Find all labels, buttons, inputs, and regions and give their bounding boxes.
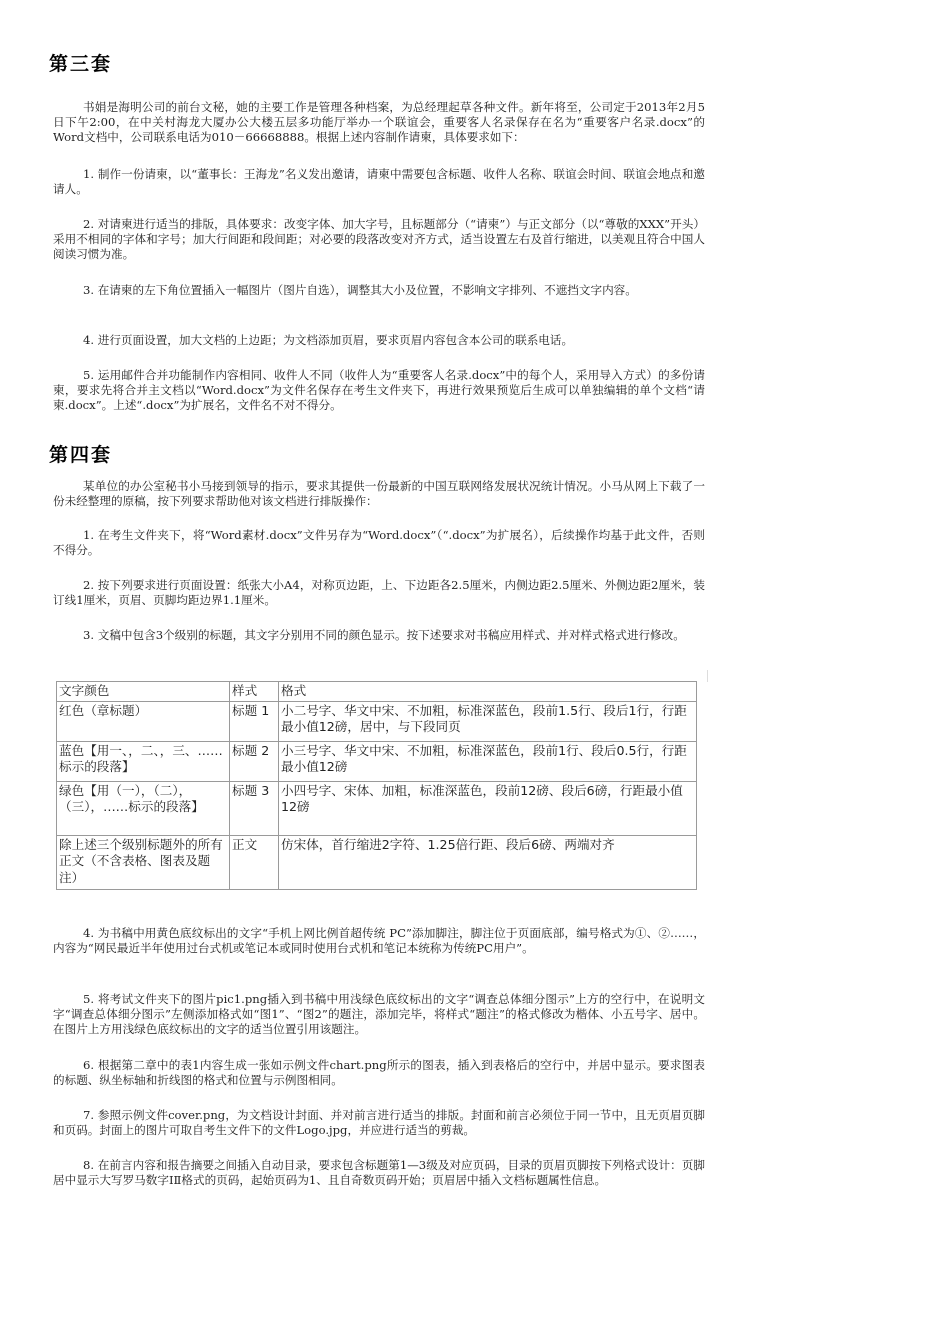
style-format-table xyxy=(56,681,697,890)
set3-item-4: 4. 进行页面设置，加大文档的上边距；为文档添加页眉，要求页眉内容包含本公司的联系电话。 xyxy=(83,333,574,347)
table-cell: 标题 1 xyxy=(230,701,279,741)
set3-heading: 第三套 xyxy=(49,53,113,75)
table-cell: 除上述三个级别标题外的所有正文（不含表格、图表及题注） xyxy=(57,835,230,889)
table-cell: 标题 3 xyxy=(230,781,279,835)
table-header-cell: 格式 xyxy=(279,682,697,702)
set4-intro: 某单位的办公室秘书小马接到领导的指示，要求其提供一份最新的中国互联网络发展状况统计情况。小马从网上下载了一份未经整理的原稿，按下列要求帮助他对该文档进行排版操作： xyxy=(53,479,705,509)
set4-item-1: 1. 在考生文件夹下，将“Word素材.docx”文件另存为“Word.docx”（“.docx”为扩展名），后续操作均基于此文件，否则不得分。 xyxy=(53,528,705,558)
set4-item-5: 5. 将考试文件夹下的图片pic1.png插入到书稿中用浅绿色底纹标出的文字“调查总体细分图示”上方的空行中，在说明文字“调查总体细分图示”左侧添加格式如“图1”、“图2”的题注，添加完毕，将样式“题注”的格式修改为楷体、小五号字、居中。在图片上方用浅绿色底纹标出的文字的适当位置引用该题注。 xyxy=(53,992,705,1037)
table-cell: 小四号字、宋体、加粗，标准深蓝色，段前12磅、段后6磅，行距最小值12磅 xyxy=(279,781,697,835)
set4-item-7: 7. 参照示例文件cover.png，为文档设计封面、并对前言进行适当的排版。封面和前言必须位于同一节中，且无页眉页脚和页码。封面上的图片可取自考生文件下的文件Logo.jpg，并应进行适当的剪裁。 xyxy=(53,1108,705,1138)
set4-item-4: 4. 为书稿中用黄色底纹标出的文字“手机上网比例首超传统 PC”添加脚注，脚注位于页面底部，编号格式为①、②……，内容为“网民最近半年使用过台式机或笔记本或同时使用台式机和笔记本统称为传统PC用户”。 xyxy=(53,926,705,956)
table-cell: 正文 xyxy=(230,835,279,889)
table-cell: 绿色【用（一），（二），（三），……标示的段落】 xyxy=(57,781,230,835)
table-cell: 标题 2 xyxy=(230,741,279,781)
set3-item-1: 1. 制作一份请柬，以“董事长：王海龙”名义发出邀请，请柬中需要包含标题、收件人名称、联谊会时间、联谊会地点和邀请人。 xyxy=(53,167,705,197)
set3-item-3: 3. 在请柬的左下角位置插入一幅图片（图片自选），调整其大小及位置，不影响文字排列、不遮挡文字内容。 xyxy=(83,283,637,297)
table-cell: 仿宋体，首行缩进2字符、1.25倍行距、段后6磅、两端对齐 xyxy=(279,835,697,889)
table-header-cell: 文字颜色 xyxy=(57,682,230,702)
set4-item-3: 3. 文稿中包含3个级别的标题，其文字分别用不同的颜色显示。按下述要求对书稿应用样式、并对样式格式进行修改。 xyxy=(83,628,685,642)
table-cell: 小三号字、华文中宋、不加粗，标准深蓝色，段前1行、段后0.5行，行距最小值12磅 xyxy=(279,741,697,781)
table-cell: 蓝色【用一、，二、，三、……标示的段落】 xyxy=(57,741,230,781)
set3-item-5: 5. 运用邮件合并功能制作内容相同、收件人不同（收件人为“重要客人名录.docx”中的每个人，采用导入方式）的多份请柬，要求先将合并主文档以“Word.docx”为文件名保存在考生文件夹下，再进行效果预览后生成可以单独编辑的单个文档“请柬.docx”。上述“.docx”为扩展名，文件名不对不得分。 xyxy=(53,368,705,413)
set4-item-8: 8. 在前言内容和报告摘要之间插入自动目录，要求包含标题第1—3级及对应页码，目录的页眉页脚按下列格式设计：页脚居中显示大写罗马数字ⅠⅡ格式的页码，起始页码为1、且自奇数页码开始；页眉居中插入文档标题属性信息。 xyxy=(53,1158,705,1188)
set3-item-2: 2. 对请柬进行适当的排版，具体要求：改变字体、加大字号，且标题部分（“请柬”）与正文部分（以“尊敬的XXX”开头）采用不相同的字体和字号；加大行间距和段间距；对必要的段落改变对齐方式，适当设置左右及首行缩进，以美观且符合中国人阅读习惯为准。 xyxy=(53,217,705,262)
set4-heading: 第四套 xyxy=(49,444,113,466)
table-row xyxy=(57,741,697,781)
table-header-cell: 样式 xyxy=(230,682,279,702)
table-row xyxy=(57,835,697,889)
table-cell: 小二号字、华文中宋、不加粗，标准深蓝色，段前1.5行、段后1行，行距最小值12磅，居中，与下段同页 xyxy=(279,701,697,741)
set4-item-2: 2. 按下列要求进行页面设置：纸张大小A4，对称页边距，上、下边距各2.5厘米，内侧边距2.5厘米、外侧边距2厘米，装订线1厘米，页眉、页脚均距边界1.1厘米。 xyxy=(53,578,705,608)
set4-item-6: 6. 根据第二章中的表1内容生成一张如示例文件chart.png所示的图表，插入到表格后的空行中，并居中显示。要求图表的标题、纵坐标轴和折线图的格式和位置与示例图相同。 xyxy=(53,1058,705,1088)
table-row xyxy=(57,701,697,741)
set3-intro: 书娟是海明公司的前台文秘，她的主要工作是管理各种档案，为总经理起草各种文件。新年将至，公司定于2013年2月5日下午2:00，在中关村海龙大厦办公大楼五层多功能厅举办一个联谊会，重要客人名录保存在名为“重要客户名录.docx”的Word文档中，公司联系电话为010－66668888。根据上述内容制作请柬，具体要求如下： xyxy=(53,100,705,145)
table-cell: 红色（章标题） xyxy=(57,701,230,741)
margin-mark xyxy=(707,670,708,682)
table-header-row xyxy=(57,682,697,702)
table-row xyxy=(57,781,697,835)
